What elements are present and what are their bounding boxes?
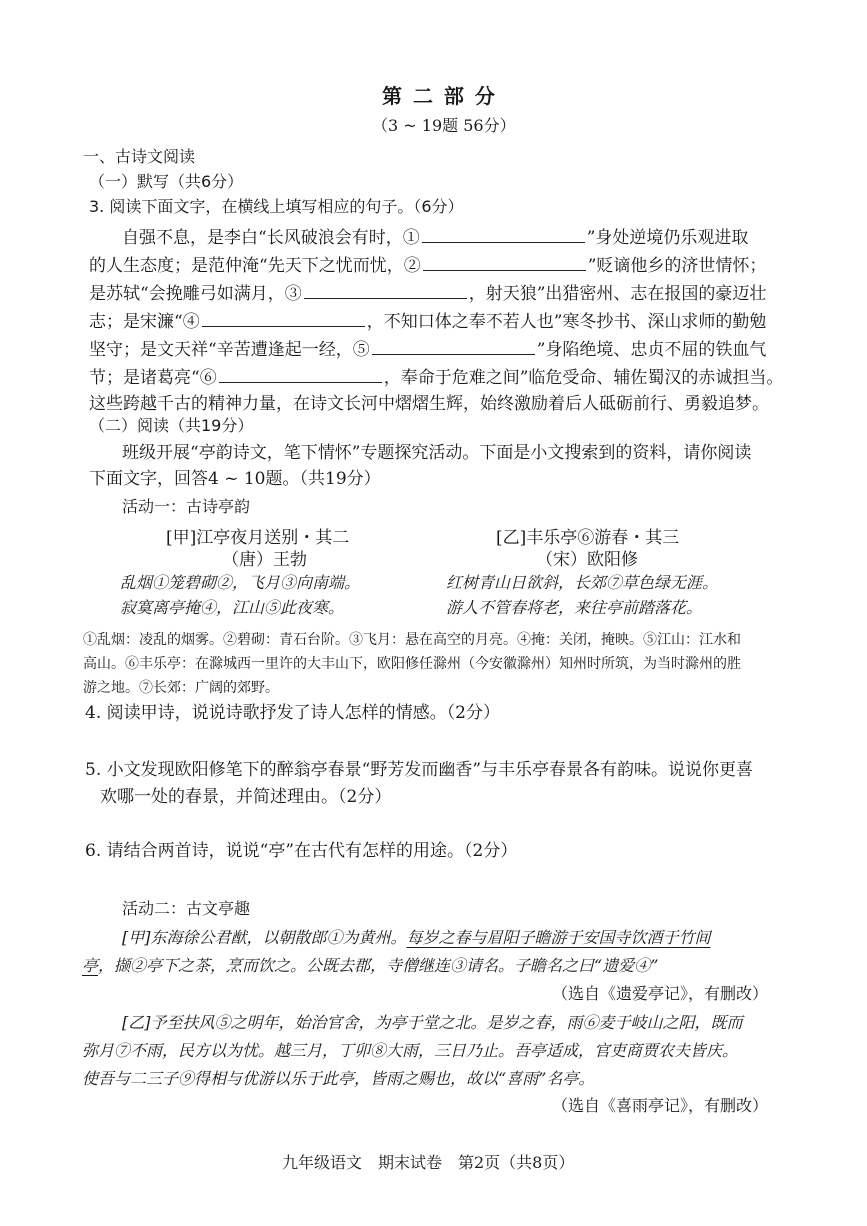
activity-two-heading: 活动二：古文亭趣	[122, 899, 251, 918]
q3-line-4-b: ，不知口体之奉不若人也”寒冬抄书、深山求师的勤勉	[366, 312, 767, 332]
subsection-heading: （一）默写（共6分）	[89, 172, 244, 191]
q3-line-6-b: ，奉命于危难之间”临危受命、辅佐蜀汉的赤诚担当。	[383, 368, 784, 388]
notes-line-1: ①乱烟：凌乱的烟雾。②碧砌：青石台阶。③飞月：悬在高空的月亮。④掩：关闭，掩映。⑤江山：江水和	[83, 632, 741, 648]
prose-a-line-2	[82, 958, 658, 974]
answer-blank-4[interactable]	[202, 312, 365, 327]
q3-line-1-b: ”身处逆境仍乐观进取	[586, 228, 749, 248]
section-heading: 一、古诗文阅读	[83, 147, 196, 166]
poem-a-line-2: 寂寞离亭掩④，江山⑤此夜寒。	[120, 598, 345, 617]
part-title: 第 二 部 分	[382, 84, 497, 108]
poem-b-line-2: 游人不管春将老，来往亭前踏落花。	[446, 598, 703, 617]
question-4: 4. 阅读甲诗，说说诗歌抒发了诗人怎样的情感。（2分）	[85, 703, 500, 723]
poem-b-title: [乙]丰乐亭⑥游春・其三	[496, 528, 680, 548]
q3-line-1	[122, 228, 748, 247]
prose-b-line-1: [乙]予至扶风⑤之明年，始治官舍，为亭于堂之北。是岁之春，雨⑥麦于岐山之阳，既而	[122, 1013, 743, 1032]
q3-line-2	[89, 256, 766, 275]
poem-b-line-1: 红树青山日欲斜，长郊⑦草色绿无涯。	[446, 573, 719, 592]
poem-a-author: （唐）王勃	[222, 550, 307, 570]
q3-line-2-a: 的人生态度；是范仲淹“先天下之忧而忧，②	[89, 256, 421, 276]
q3-line-1-a: 自强不息，是李白“长风破浪会有时，①	[122, 228, 420, 248]
prose-a-line-1-a: [甲]东海徐公君猷，以朝散郎①为黄州。	[122, 928, 407, 947]
prose-a-underlined-1: 每岁之春与眉阳子瞻游于安国寺饮酒于竹间	[406, 928, 711, 947]
answer-blank-2[interactable]	[423, 256, 586, 271]
prose-b-line-2: 弥月⑦不雨，民方以为忧。越三月，丁卯⑧大雨，三日乃止。吾亭适成，官吏商贾农夫皆庆。	[82, 1041, 739, 1060]
notes-line-3: 游之地。⑦长郊：广阔的郊野。	[83, 680, 279, 696]
q3-line-6	[89, 368, 783, 387]
q3-line-5-a: 坚守；是文天祥“辛苦遭逢起一经，⑤	[89, 340, 370, 360]
intro-line-2: 下面文字，回答4 ~ 10题。（共19分）	[89, 469, 381, 489]
subsection-heading-reading: （二）阅读（共19分）	[89, 416, 254, 435]
prose-a-line-1	[122, 930, 711, 946]
q3-line-4	[89, 312, 766, 331]
q3-line-2-b: ”贬谪他乡的济世情怀；	[587, 256, 767, 276]
prose-a-line-2-b: ，撷②亭下之茶，烹而饮之。公既去郡，寺僧继连③请名。子瞻名之曰“遗爱④”	[98, 956, 659, 975]
answer-blank-6[interactable]	[219, 368, 382, 383]
poem-a-line-1: 乱烟①笼碧砌②，飞月③向南端。	[120, 573, 361, 592]
poem-a-title: [甲]江亭夜月送别・其二	[166, 528, 350, 548]
question-6: 6. 请结合两首诗，说说“亭”在古代有怎样的用途。（2分）	[85, 841, 518, 861]
prose-a-source: （选自《遗爱亭记》，有删改）	[552, 984, 769, 1003]
activity-one-heading: 活动一：古诗亭韵	[122, 497, 251, 516]
q3-line-3	[89, 284, 766, 303]
question-5-line-1: 5. 小文发现欧阳修笔下的醉翁亭春景“野芳发而幽香”与丰乐亭春景各有韵味。说说你更喜	[85, 760, 754, 780]
part-subtitle: （3 ~ 19题 56分）	[372, 116, 516, 135]
poem-b-author: （宋）欧阳修	[536, 550, 638, 570]
q3-line-5	[89, 340, 766, 359]
q3-line-6-a: 节；是诸葛亮“⑥	[89, 368, 217, 388]
q3-line-3-a: 是苏轼“会挽雕弓如满月，③	[89, 284, 302, 304]
answer-blank-3[interactable]	[304, 284, 467, 299]
prose-b-line-3: 使吾与二三子⑨得相与优游以乐于此亭，皆雨之赐也，故以“喜雨”名亭。	[82, 1069, 595, 1088]
prose-b-source: （选自《喜雨亭记》，有删改）	[552, 1096, 769, 1115]
answer-blank-1[interactable]	[422, 228, 585, 243]
q3-line-3-b: ，射天狼”出猎密州、志在报国的豪迈壮	[468, 284, 767, 304]
question-5-line-2: 欢哪一处的春景，并简述理由。（2分）	[100, 787, 392, 807]
intro-line-1: 班级开展“亭韵诗文，笔下情怀”专题探究活动。下面是小文搜索到的资料，请你阅读	[122, 443, 752, 463]
q3-line-7: 这些跨越千古的精神力量，在诗文长河中熠熠生辉，始终激励着后人砥砺前行、勇毅追梦。	[89, 394, 769, 414]
notes-line-2: 高山。⑥丰乐亭：在滁城西一里许的大丰山下，欧阳修任滁州（今安徽滁州）知州时所筑，为当时滁州的胜	[83, 656, 741, 672]
page-footer: 九年级语文 期末试卷 第2页（共8页）	[282, 1153, 575, 1172]
q3-line-5-b: ”身陷绝境、忠贞不屈的铁血气	[536, 340, 767, 360]
prose-a-underlined-2: 亭	[82, 956, 99, 975]
question-3-stem: 3. 阅读下面文字，在横线上填写相应的句子。（6分）	[89, 197, 464, 216]
q3-line-4-a: 志；是宋濂“④	[89, 312, 200, 332]
answer-blank-5[interactable]	[372, 340, 535, 355]
